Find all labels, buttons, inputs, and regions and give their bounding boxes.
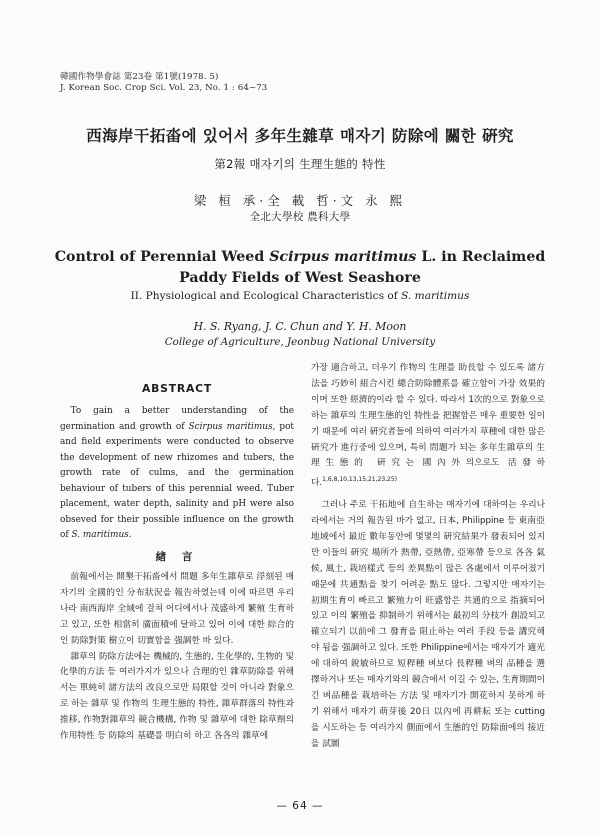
intro-paragraph-1: 前報에서는 開墾干拓畓에서 問題 多年生雜草로 浮刻된 매자기의 全國的인 分布狀況을 報告하였는데 이에 따르면 우리나라 南西海岸 全域에 걸쳐 어디에서나 茂盛하게 繁殖 生育하고 있고, 또한 相當히 廣面積에 달하고 있어 이에 대한 綜合的인 防除對策 樹立이 切實함을 强調한 바 있다. — [60, 572, 294, 646]
abstract-body — [60, 404, 294, 544]
english-title-post: L. in Reclaimed — [416, 249, 546, 265]
korean-subtitle: 第2報 매자기의 生理生態的 特性 — [214, 157, 386, 171]
english-institution: College of Agriculture, Jeonbug National University — [164, 336, 436, 348]
abstract-heading: ABSTRACT — [141, 382, 213, 395]
english-authors: H. S. Ryang, J. C. Chun and Y. H. Moon — [193, 320, 407, 333]
journal-citation — [60, 72, 267, 94]
intro-paragraph-4: 그러나 주로 干拓地에 自生하는 매자기에 대하여는 우리나라에서는 거의 報告된 바가 없고, 日本, Philippine 등 東南亞地域에서 最近 數年동안에 몇몇의 硏究結果가 發表되어 있지만 이들의 硏究 場所가 熱帶, 亞熱帶, 亞寒帶 등으로 各各 氣候, 風土, 栽培樣式 등의 差異點이 많은 各處에서 이루어졌기 때문에 共通點을 찾기 어려운 點도 많다. 그렇지만 매자기는 初期生育이 빠르고 繁殖力이 旺盛함은 共通的으로 指摘되어 있고 이의 繁殖을 抑制하기 위해서는 最初의 分枝가 創設되고 確立되기 以前에 그 發育을 阻止하는 여러 手段 등을 講究해야 됨을 强調하고 있다. 또한 Philippine에서는 매자기가 適光에 대하여 銳敏하므로 短稈種 벼보다 長稈種 벼의 品種을 選擇하거나 또는 매자기와의 競合에서 이길 수 있는, 生育期間이 긴 벼品種을 栽培하는 方法 및 매자기가 開花하지 못하게 하기 위해서 매자기 萌芽後 20日 以內에 再耕耘 또는 cutting을 시도하는 등 여러가지 側面에서 生態的인 防除面에의 接近을 試圖 — [311, 500, 545, 749]
intro-reference-superscript: 1,6,8,10,13,15,21,23,25) — [322, 476, 398, 484]
english-title-pre: Control of Perennial Weed — [54, 249, 270, 265]
introduction-body-right — [311, 361, 545, 753]
intro-paragraph-3 — [311, 361, 545, 492]
korean-title: 西海岸干拓畓에 있어서 多年生雜草 매자기 防除에 關한 硏究 — [86, 127, 514, 145]
english-subtitle — [0, 290, 600, 302]
korean-institution: 全北大學校 農科大學 — [249, 211, 351, 223]
journal-citation-korean: 韓國作物學會誌 第23卷 第1號(1978. 5) — [60, 72, 219, 82]
english-subtitle-species: S. maritimus — [401, 290, 470, 302]
page-number: — 64 — — [276, 800, 324, 812]
english-title-species: Scirpus maritimus — [269, 249, 417, 265]
abstract-paragraph — [60, 404, 294, 544]
english-subtitle-text: II. Physiological and Ecological Characteristics of — [130, 290, 402, 302]
abstract-species-1: Scirpus maritimus — [188, 421, 273, 432]
intro-paragraph-2: 雜草의 防除方法에는 機械的, 生態的, 生化學的, 生物的 및 化學的方法 등 여러가지가 있으나 合理的인 雜草防除를 위해서는 單純히 諸方法의 改良으로만 局限할 것이 아니라 對象으로 하는 雜草 및 作物의 生理生態的 特性, 雜草群落의 特性과 推移, 作物對雜草의 競合機構, 作物 및 雜草에 대한 除草劑의 作用特性 등 防除의 基礎를 明白히 하고 各各의 雜草에 — [60, 651, 294, 742]
intro-paragraph-3-text: 가장 適合하고, 더우기 作物의 生理를 助長할 수 있도록 諸方法을 巧妙히 組合시킨 總合防除體系를 確立함이 가장 效果的이며 또한 經濟的이라 할 수 있다. 따라서 1次的으로 對象으로 하는 雜草의 生理生態的인 特性을 把握함은 매우 重要한 일이기 때문에 여러 硏究者들에 의하여 여러가지 草種에 대한 많은 硏究가 進行중에 있으며, 특히 問題가 되는 多年生雜草의 生理生態的 硏究는 國內外의으로도 活發하다. — [311, 363, 545, 489]
introduction-body-left — [60, 570, 294, 745]
abstract-text-2: , pot and field experiments were conducted to observe the development of new rhizomes and tubers, the growth rate of culms, and the germination behaviour of tubers of this perennial weed. Tuber placement, water depth, salinity and pH were also obseved for their possible influence on the growth of — [60, 421, 294, 540]
english-title — [0, 247, 600, 289]
introduction-heading: 緖 言 — [155, 551, 199, 563]
english-title-line1 — [0, 247, 600, 268]
english-title-line2: Paddy Fields of West Seashore — [179, 270, 421, 286]
abstract-text-1: To gain a better understanding of the germination and growth of — [60, 406, 294, 432]
abstract-species-2: S. maritimus — [71, 530, 129, 540]
korean-authors: 梁 桓 承·全 載 哲·文 永 熙 — [193, 193, 407, 208]
journal-citation-english: J. Korean Soc. Crop Sci. Vol. 23, No. 1 : 64~73 — [60, 83, 268, 93]
abstract-text-3: . — [128, 530, 132, 540]
